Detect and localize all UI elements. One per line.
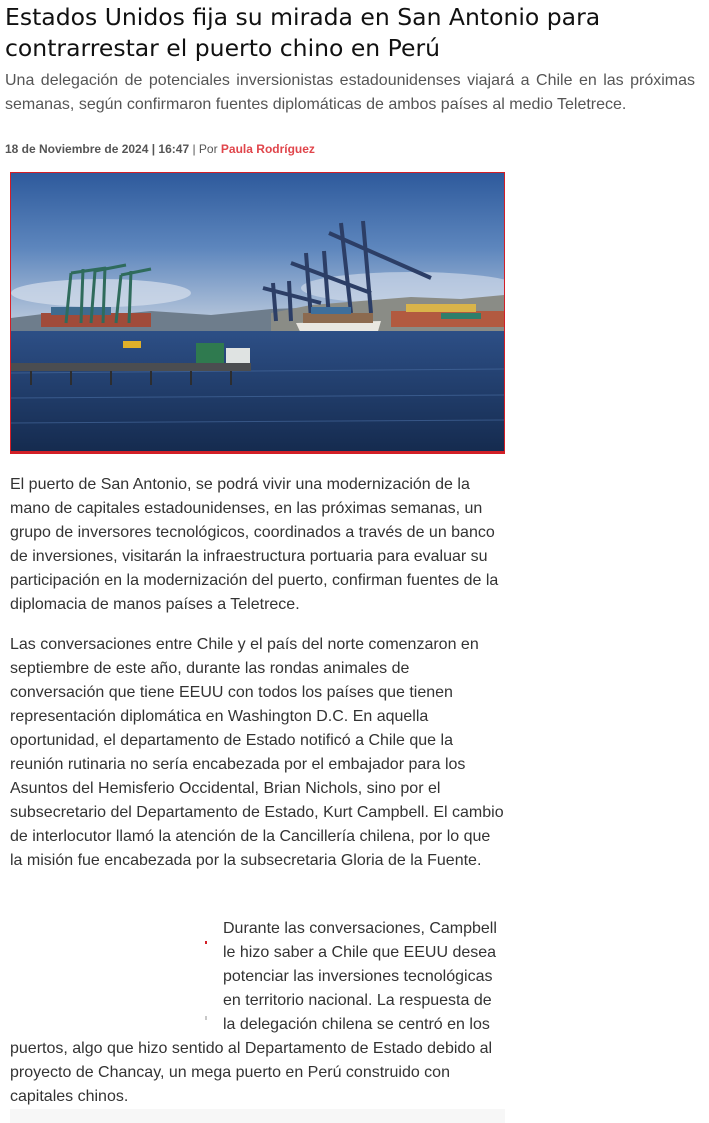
article-lead: Una delegación de potenciales inversionistas estadounidenses viajará a Chile en las próximas semanas, según confirmaron fuentes diplomáticas de ambos países al medio Teletrece. <box>5 72 695 113</box>
ad-marker-icon <box>205 1016 207 1020</box>
article-paragraph: El puerto de San Antonio, se podrá vivir una modernización de la mano de capitales estadounidenses, en las próximas semanas, un grupo de inversores tecnológicos, coordinados a través de un banco de inversiones, visitarán la infraestructura portuaria para evaluar su participación en la modernización del puerto, confirman fuentes de la diplomacia de manos países a Teletrece. <box>10 476 499 613</box>
article-headline: Estados Unidos fija su mirada en San Antonio para contrarrestar el puerto chino en Perú <box>5 3 601 62</box>
article-paragraph: Las conversaciones entre Chile y el país del norte comenzaron en septiembre de este año, durante las rondas animales de conversación que tiene EEUU con todos los países que tienen representación diplomática en Washington D.C. En aquella oportunidad, el departamento de Estado notificó a Chile que la reunión rutinaria no sería encabezada por el embajador para los Asuntos del Hemisferio Occidental, Brian Nichols, sino por el subsecretario del Departamento de Estado, Kurt Campbell. El cambio de interlocutor llamó la atención de la Cancillería chilena, por lo que la misión fue encabezada por la subsecretaria Gloria de la Fuente. <box>10 636 504 869</box>
footer-placeholder <box>10 1109 505 1123</box>
port-photo-illustration <box>11 173 504 451</box>
article-byline <box>5 142 315 156</box>
article-paragraph-with-ad <box>10 917 505 1109</box>
byline-separator: | Por <box>189 142 221 156</box>
article-paragraph-text: Durante las conversaciones, Campbell le hizo saber a Chile que EEUU desea potenciar las inversiones tecnológicas en territorio nacional. La respuesta de la delegación chilena se centró en los puertos, algo que hizo sentido al Departamento de Estado debido al proyecto de Chancay, un mega puerto en Perú construido con capitales chinos. <box>10 920 497 1105</box>
ad-marker-icon <box>205 941 207 944</box>
ad-slot <box>10 917 223 1027</box>
author-link[interactable]: Paula Rodríguez <box>220 142 315 156</box>
article-photo <box>10 172 505 454</box>
publish-date: 18 de Noviembre de 2024 | 16:47 <box>5 142 190 156</box>
